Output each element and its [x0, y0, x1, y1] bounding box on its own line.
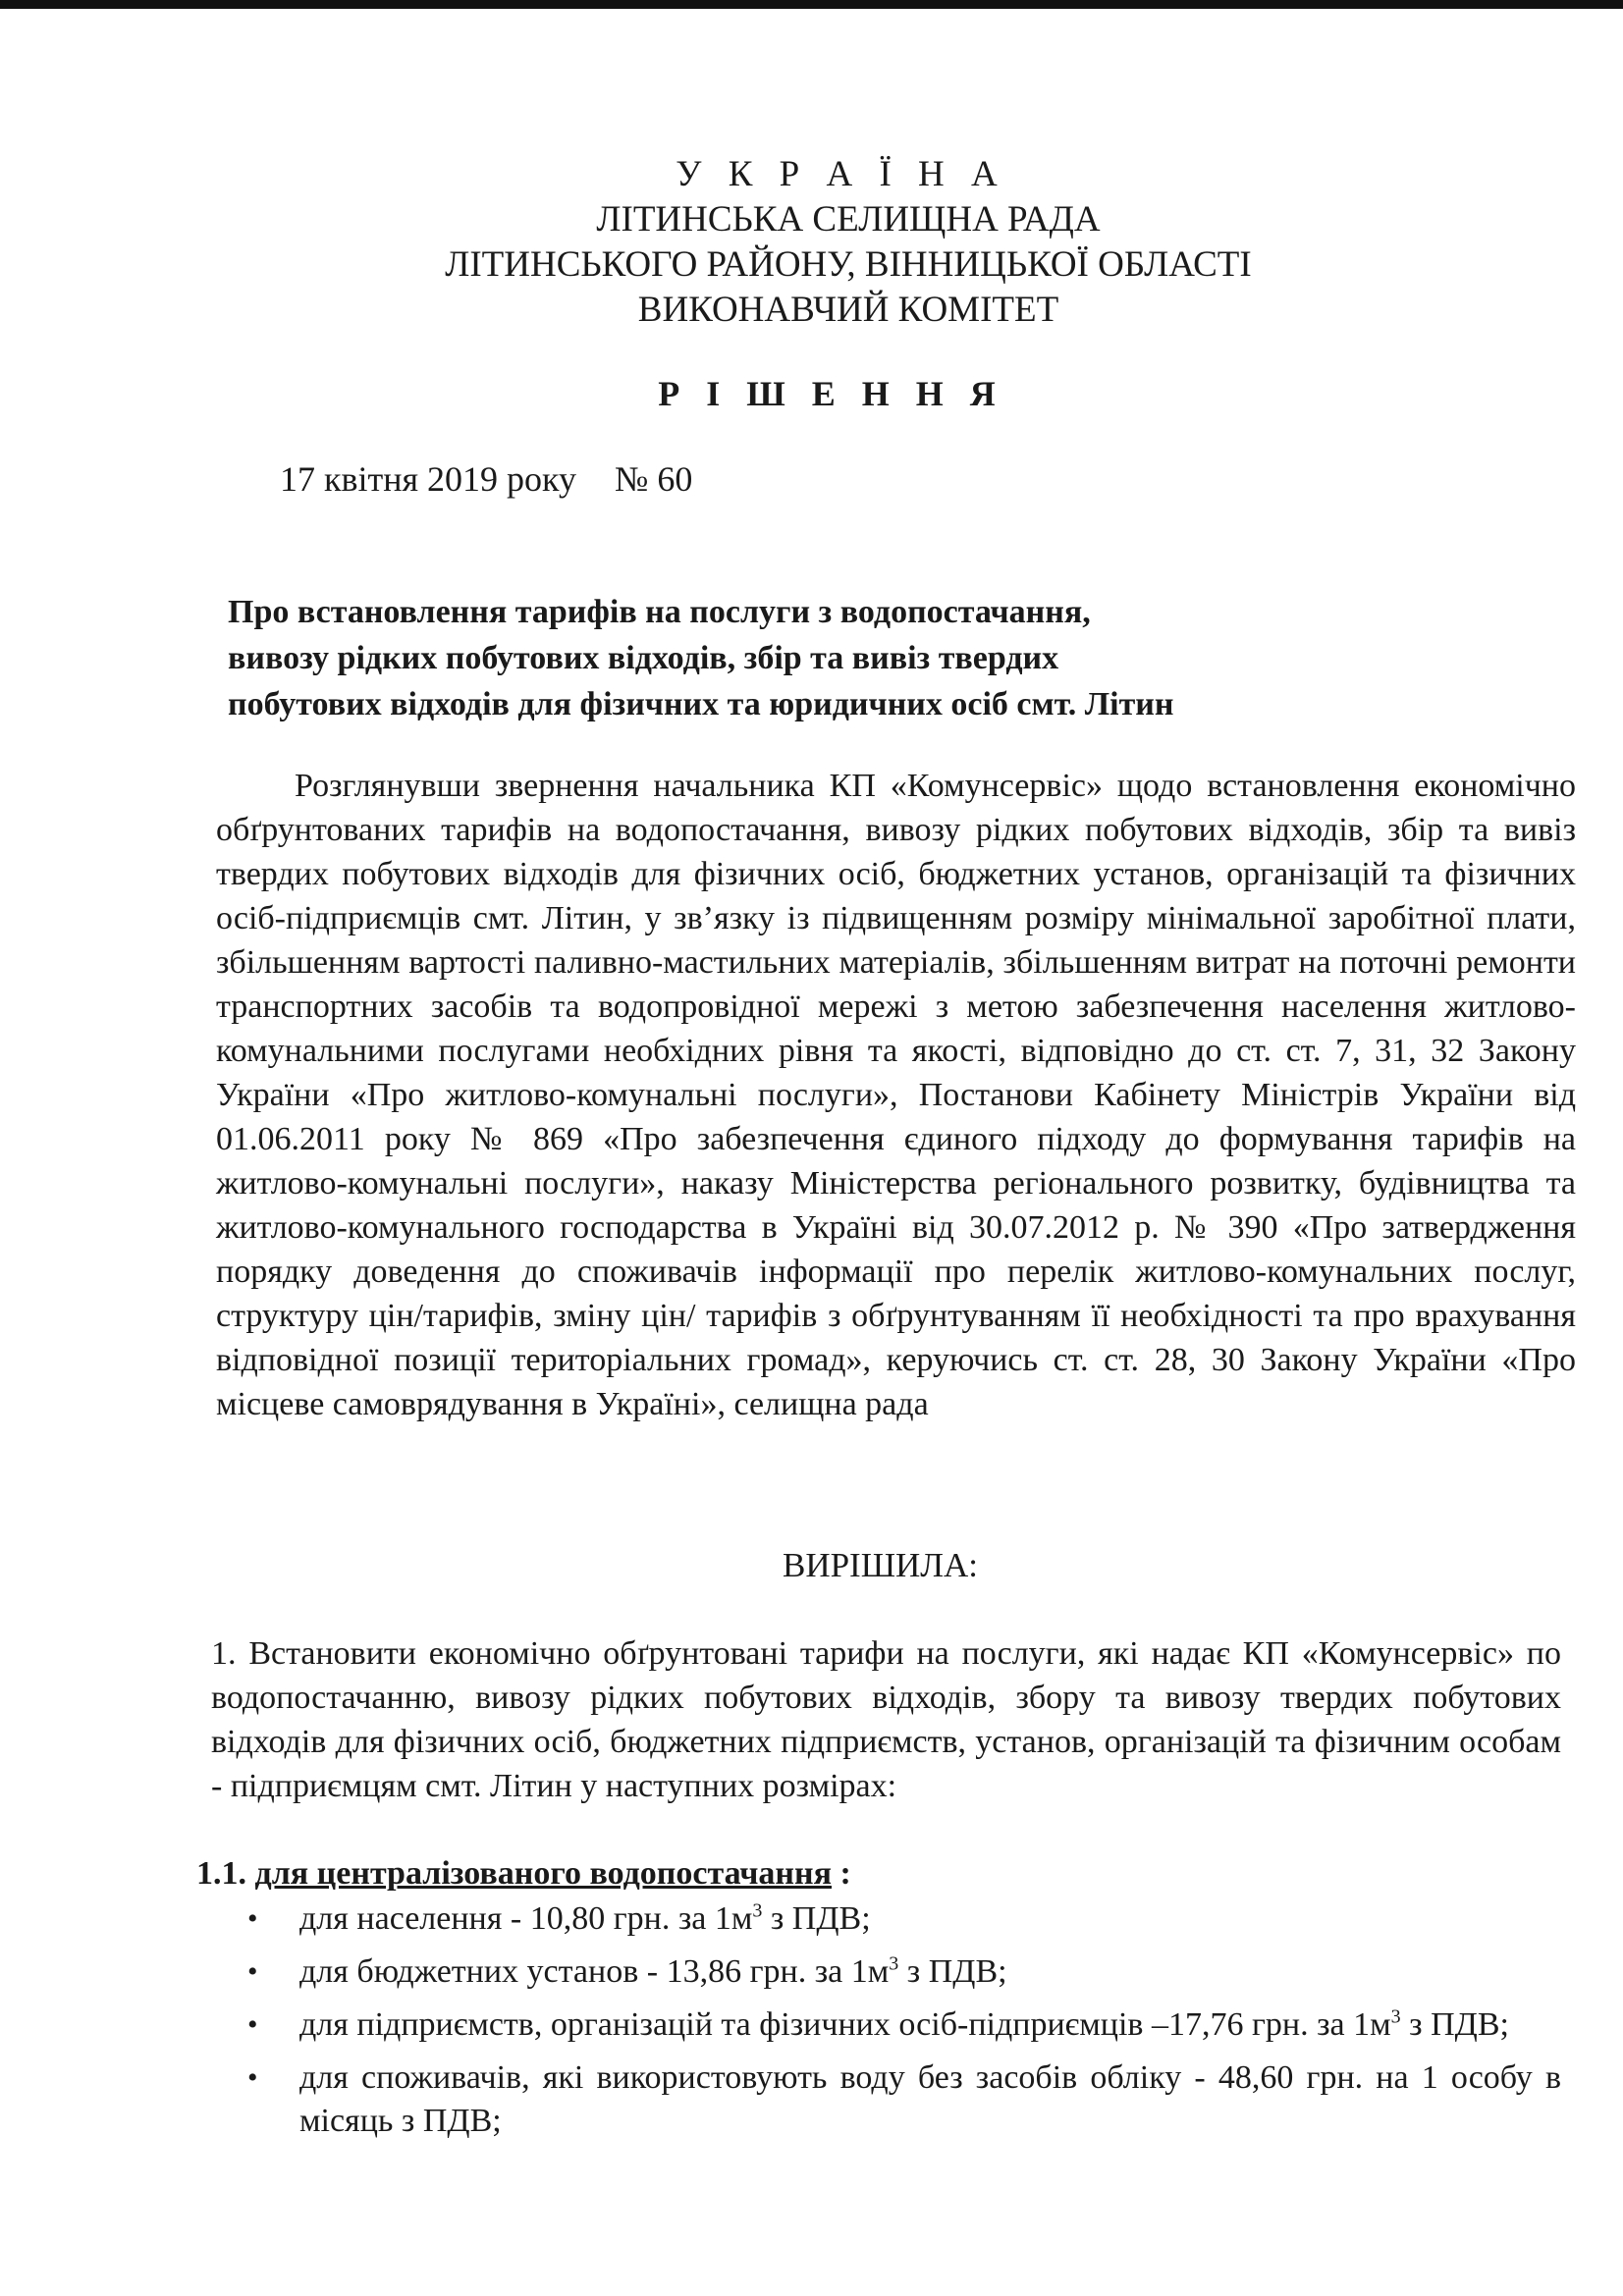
superscript: 3 [1390, 2005, 1401, 2028]
list-item [236, 1897, 1561, 1941]
date-line [280, 458, 692, 500]
council-name: ЛІТИНСЬКА СЕЛИЩНА РАДА [596, 199, 1101, 240]
preamble-paragraph: Розглянувши звернення начальника КП «Комунсервіс» щодо встановлення економічно обґрунтованих тарифів на водопостачання, вивозу рідких побутових відходів, збір та вивіз твердих побутових відходів для фізичних осіб, бюджетних установ, організацій та фізичних осіб-підприємців смт. Літин, у зв’язку із підвищенням розміру мінімальної заробітної плати, збільшенням вартості паливно-мастильних матеріалів, збільшенням витрат на поточні ремонти транспортних засобів та водопровідної мережі з метою забезпечення населення житлово-комунальними послугами необхідних рівня та якості, відповідно до ст. ст. 7, 31, 32 Закону України «Про житлово-комунальні послуги», Постанови Кабінету Міністрів України від 01.06.2011 року № 869 «Про забезпечення єдиного підходу до формування тарифів на житлово-комунальні послуги», наказу Міністерства регіонального розвитку, будівництва та житлово-комунального господарства в Україні від 30.07.2012 р. № 390 «Про затвердження порядку доведення до споживачів інформації про перелік житлово-комунальних послуг, структуру цін/тарифів, зміну цін/ тарифів з обґрунтуванням її необхідності та про врахування відповідної позиції територіальних громад», керуючись ст. ст. 28, 30 Закону України «Про місцеве самоврядування в Україні», селищна рада [216, 768, 1576, 1422]
list-item-text: для населення - 10,80 грн. за 1м [299, 1900, 753, 1937]
bullet-icon: • [247, 1902, 258, 1935]
tariff-list [236, 1897, 1561, 2153]
list-item-text: для споживачів, які використовують воду без засобів обліку - 48,60 грн. на 1 особу в місяць з ПДВ; [299, 2059, 1561, 2139]
decision-subject [228, 589, 1357, 727]
list-item-text: для бюджетних установ - 13,86 грн. за 1м [299, 1953, 890, 1990]
bullet-icon: • [247, 1955, 258, 1988]
bullet-icon: • [247, 2061, 258, 2094]
decision-number: 60 [657, 459, 693, 499]
committee-name: ВИКОНАВЧИЙ КОМІТЕТ [637, 290, 1059, 330]
number-sign: № [615, 459, 649, 499]
list-item-tail: з ПДВ; [898, 1953, 1007, 1990]
document-header [0, 152, 1623, 333]
subsection-colon: : [839, 1855, 851, 1892]
decision-date: 17 квітня 2019 року [280, 459, 577, 499]
decision-title: Р І Ш Е Н Н Я [658, 374, 1004, 413]
district-name: ЛІТИНСЬКОГО РАЙОНУ, ВІННИЦЬКОЇ ОБЛАСТІ [445, 244, 1252, 285]
item-1-paragraph: 1. Встановити економічно обґрунтовані тарифи на послуги, які надає КП «Комунсервіс» по водопостачанню, вивозу рідких побутових відходів, збору та вивозу твердих побутових відходів для фізичних осіб, бюджетних підприємств, установ, організацій та фізичним особам - підприємцям смт. Літин у наступних розмірах: [211, 1635, 1561, 1804]
list-item [236, 2056, 1561, 2143]
subsection-heading [196, 1855, 851, 1893]
subject-line: вивозу рідких побутових відходів, збір та вивіз твердих [228, 640, 1059, 676]
subject-line: Про встановлення тарифів на послуги з водопостачання, [228, 594, 1091, 630]
country-name: У К Р А Ї Н А [676, 154, 1006, 194]
subject-line: побутових відходів для фізичних та юридичних осіб смт. Літин [228, 686, 1174, 722]
subsection-number: 1.1. [196, 1855, 246, 1892]
list-item-tail: з ПДВ; [762, 1900, 871, 1937]
scan-top-border [0, 0, 1623, 9]
subsection-title: для централізованого водопостачання [254, 1855, 832, 1892]
superscript: 3 [752, 1899, 763, 1922]
list-item [236, 2003, 1561, 2047]
list-item-text: для підприємств, організацій та фізичних осіб-підприємців –17,76 грн. за 1м [299, 2006, 1391, 2043]
list-item [236, 1950, 1561, 1994]
list-item-tail: з ПДВ; [1400, 2006, 1509, 2043]
bullet-icon: • [247, 2008, 258, 2041]
superscript: 3 [889, 1952, 899, 1975]
resolved-heading: ВИРІШИЛА: [782, 1546, 979, 1584]
